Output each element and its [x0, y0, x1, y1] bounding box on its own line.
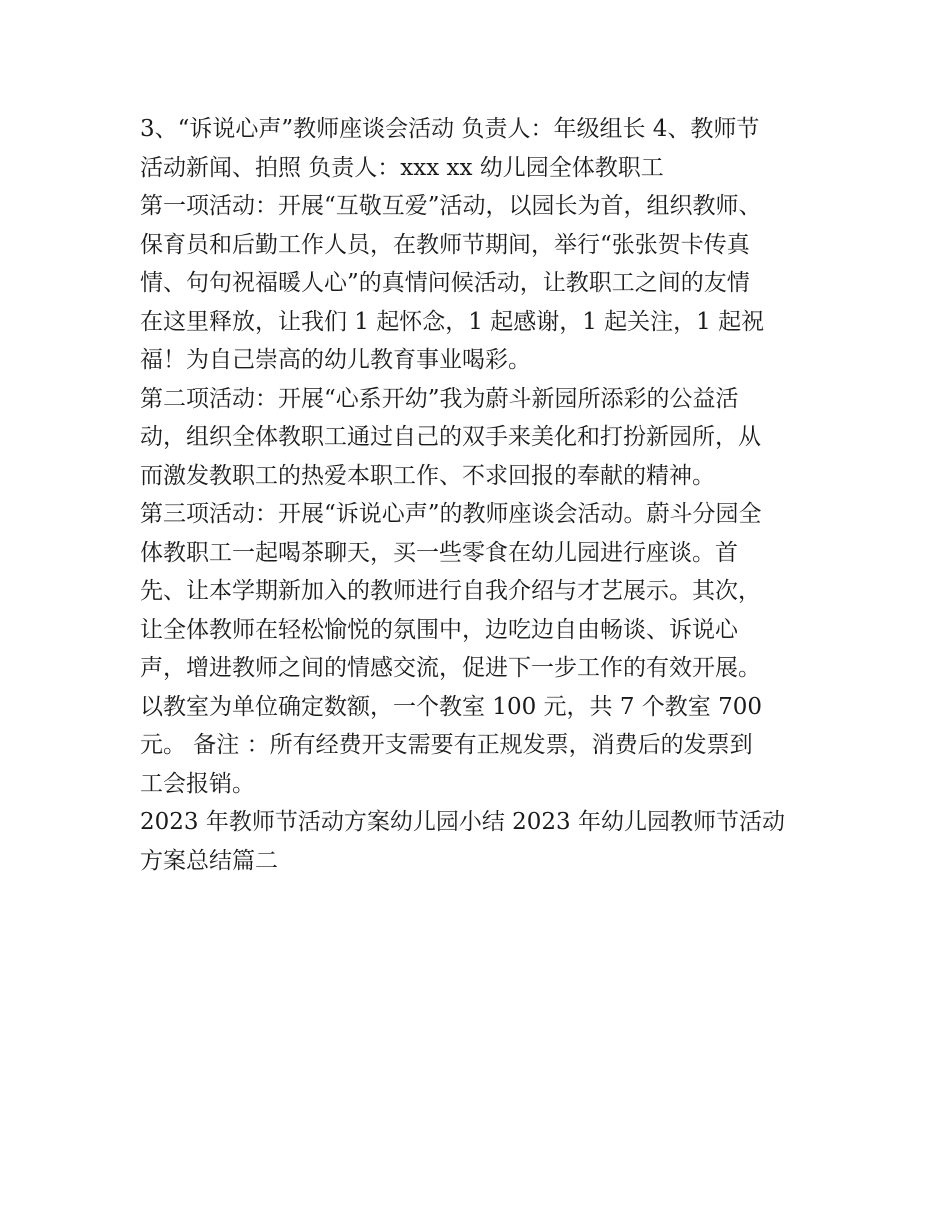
text-line: 在这里释放，让我们 1 起怀念，1 起感谢，1 起关注，1 起祝: [140, 308, 765, 335]
text-line: 以教室为单位确定数额，一个教室 100 元，共 7 个教室 700: [140, 693, 762, 720]
text-line: 工会报销。: [140, 770, 255, 797]
text-line: 动，组织全体教职工通过自己的双手来美化和打扮新园所，从: [140, 424, 761, 450]
text-line: 让全体教师在轻松愉悦的氛围中，边吃边自由畅谈、诉说心: [140, 616, 738, 643]
text-line: 先、让本学期新加入的教师进行自我介绍与才艺展示。其次，: [140, 578, 761, 604]
text-line: 方案总结篇二: [140, 847, 278, 874]
text-line: 元。 备注 ：所有经费开支需要有正规发票，消费后的发票到: [140, 732, 753, 758]
document-body: [140, 110, 830, 880]
text-line: 体教职工一起喝茶聊天，买一些零食在幼儿园进行座谈。首: [140, 539, 738, 566]
text-line: 2023 年教师节活动方案幼儿园小结 2023 年幼儿园教师节活动: [140, 809, 785, 835]
text-line: 情、句句祝福暖人心”的真情问候活动，让教职工之间的友情: [140, 270, 750, 296]
text-line: 3、“诉说心声”教师座谈会活动 负责人：年级组长 4、教师节: [140, 116, 760, 142]
text-line: 福！为自己崇高的幼儿教育事业喝彩。: [140, 347, 531, 373]
text-line: 而激发教职工的热爱本职工作、不求回报的奉献的精神。: [140, 462, 715, 489]
text-line: 第三项活动：开展“诉说心声”的教师座谈会活动。蔚斗分园全: [140, 501, 762, 527]
text-line: 第二项活动：开展“心系开幼”我为蔚斗新园所添彩的公益活: [140, 385, 739, 412]
text-line: 声，增进教师之间的情感交流，促进下一步工作的有效开展。: [140, 655, 761, 681]
text-line: 活动新闻、拍照 负责人：xxx xx 幼儿园全体教职工: [140, 154, 664, 181]
text-line: 第一项活动：开展“互敬互爱”活动，以园长为首，组织教师、: [140, 193, 762, 219]
text-line: 保育员和后勤工作人员，在教师节期间，举行“张张贺卡传真: [140, 231, 750, 258]
